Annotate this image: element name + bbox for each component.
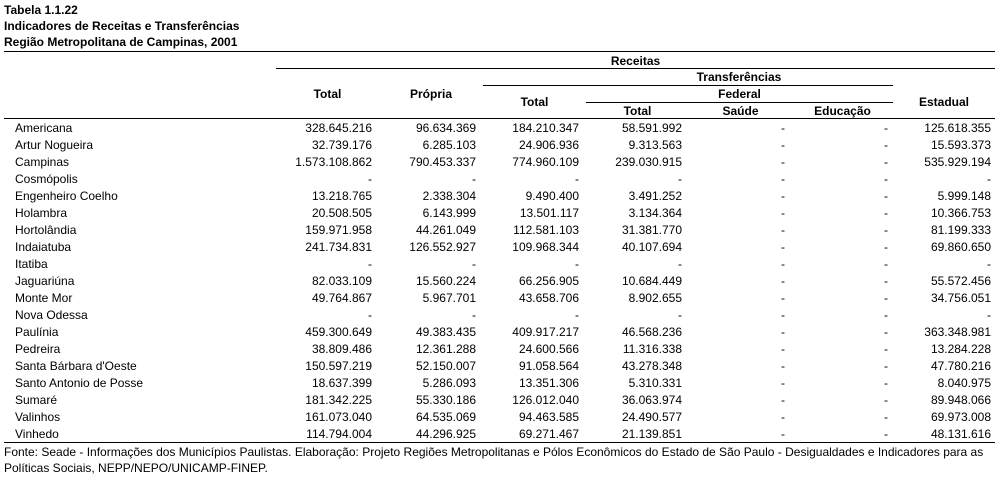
cell-total: -: [368, 172, 372, 186]
cell-educacao: -: [884, 189, 888, 203]
municipality-name: Pedreira: [15, 342, 61, 356]
cell-educacao: -: [884, 172, 888, 186]
cell-estadual: 15.593.373: [930, 138, 991, 152]
cell-saude: -: [781, 376, 785, 390]
cell-transf-total: 13.351.306: [518, 376, 579, 390]
cell-saude: -: [781, 223, 785, 237]
cell-propria: -: [472, 172, 476, 186]
cell-educacao: -: [884, 308, 888, 322]
cell-saude: -: [781, 172, 785, 186]
cell-estadual: 55.572.456: [930, 274, 991, 288]
table-number: Tabela 1.1.22: [4, 3, 78, 17]
cell-estadual: 81.199.333: [930, 223, 991, 237]
cell-estadual: 5.999.148: [937, 189, 991, 203]
cell-transf-total: 409.917.217: [512, 325, 579, 339]
cell-educacao: -: [884, 206, 888, 220]
table-row: [0, 154, 997, 171]
top-rule: [4, 51, 995, 52]
cell-federal-total: 40.107.694: [621, 240, 682, 254]
cell-saude: -: [781, 240, 785, 254]
cell-total: 1.573.108.862: [295, 155, 372, 169]
header-receitas: Receitas: [610, 54, 661, 68]
table-row: [0, 409, 997, 426]
municipality-name: Santo Antonio de Posse: [15, 376, 144, 390]
cell-federal-total: 11.316.338: [622, 342, 682, 356]
table-row: [0, 341, 997, 358]
cell-transf-total: 24.906.936: [518, 138, 579, 152]
cell-saude: -: [781, 206, 785, 220]
cell-transf-total: 184.210.347: [512, 121, 579, 135]
cell-educacao: -: [884, 155, 888, 169]
cell-transf-total: -: [575, 257, 579, 271]
cell-educacao: -: [884, 376, 888, 390]
cell-estadual: 535.929.194: [924, 155, 991, 169]
cell-saude: -: [781, 427, 785, 441]
cell-propria: 96.634.369: [415, 121, 476, 135]
table-title: Indicadores de Receitas e Transferências: [4, 19, 240, 33]
cell-educacao: -: [884, 291, 888, 305]
cell-total: 13.218.765: [311, 189, 372, 203]
cell-federal-total: -: [678, 172, 682, 186]
cell-total: 20.508.505: [311, 206, 372, 220]
cell-estadual: 13.284.228: [930, 342, 991, 356]
cell-estadual: 48.131.616: [930, 427, 991, 441]
cell-saude: -: [781, 359, 785, 373]
header-transferencias-total: Total: [520, 95, 549, 109]
municipality-name: Hortolândia: [15, 223, 77, 237]
cell-estadual: -: [987, 257, 991, 271]
cell-transf-total: 774.960.109: [512, 155, 579, 169]
cell-saude: -: [781, 257, 785, 271]
cell-transf-total: 94.463.585: [518, 410, 579, 424]
cell-estadual: 89.948.066: [930, 393, 991, 407]
transferencias-rule: [483, 85, 893, 86]
header-federal: Federal: [718, 87, 761, 101]
cell-transf-total: 91.058.564: [518, 359, 579, 373]
cell-total: 161.073.040: [305, 410, 372, 424]
cell-total: 82.033.109: [311, 274, 372, 288]
cell-transf-total: 126.012.040: [512, 393, 579, 407]
cell-estadual: 47.780.216: [930, 359, 991, 373]
cell-total: 241.734.831: [305, 240, 372, 254]
cell-estadual: 8.040.975: [937, 376, 991, 390]
municipality-name: Valinhos: [15, 410, 61, 424]
cell-propria: 49.383.435: [415, 325, 476, 339]
receitas-rule: [276, 68, 995, 69]
header-propria: Própria: [409, 87, 452, 101]
cell-propria: 12.361.288: [415, 342, 476, 356]
cell-total: 18.637.399: [311, 376, 372, 390]
cell-total: 38.809.486: [311, 342, 372, 356]
cell-saude: -: [781, 308, 785, 322]
cell-federal-total: 3.134.364: [628, 206, 682, 220]
cell-federal-total: 5.310.331: [628, 376, 682, 390]
cell-transf-total: -: [575, 308, 579, 322]
table-row: [0, 120, 997, 137]
cell-educacao: -: [884, 274, 888, 288]
cell-estadual: 10.366.753: [930, 206, 991, 220]
municipality-name: Monte Mor: [15, 291, 73, 305]
table-row: [0, 273, 997, 290]
table-row: [0, 426, 997, 443]
cell-saude: -: [781, 138, 785, 152]
cell-transf-total: 43.658.706: [518, 291, 579, 305]
table-row: [0, 375, 997, 392]
cell-propria: 790.453.337: [409, 155, 476, 169]
cell-federal-total: 21.139.851: [621, 427, 682, 441]
municipality-name: Americana: [15, 121, 73, 135]
cell-propria: 2.338.304: [422, 189, 476, 203]
header-transferencias: Transferências: [696, 70, 782, 84]
table-row: [0, 256, 997, 273]
cell-saude: -: [781, 410, 785, 424]
cell-transf-total: 13.501.117: [519, 206, 579, 220]
cell-federal-total: 24.490.577: [621, 410, 682, 424]
table-subtitle: Região Metropolitana de Campinas, 2001: [4, 35, 238, 49]
municipality-name: Vinhedo: [15, 427, 59, 441]
cell-transf-total: -: [575, 172, 579, 186]
cell-propria: 55.330.186: [415, 393, 476, 407]
municipality-name: Cosmópolis: [15, 172, 78, 186]
table-row: [0, 205, 997, 222]
header-estadual: Estadual: [918, 95, 969, 109]
cell-educacao: -: [884, 359, 888, 373]
cell-estadual: 125.618.355: [924, 121, 991, 135]
cell-estadual: 69.973.008: [930, 410, 991, 424]
table-row: [0, 239, 997, 256]
cell-propria: 52.150.007: [415, 359, 476, 373]
cell-educacao: -: [884, 342, 888, 356]
cell-educacao: -: [884, 121, 888, 135]
cell-saude: -: [781, 121, 785, 135]
cell-total: -: [368, 257, 372, 271]
source-note: Fonte: Seade - Informações dos Municípios Paulistas. Elaboração: Projeto Regiões Metropolitanas e Pólos Econômicos do Estado de São Paulo - Desigualdades e Indicadores para as Políticas Sociais, NEPP/NEPO/UNICAMP-FINEP.: [4, 445, 984, 475]
cell-transf-total: 9.490.400: [525, 189, 579, 203]
cell-saude: -: [781, 155, 785, 169]
cell-federal-total: 3.491.252: [628, 189, 682, 203]
cell-estadual: -: [987, 172, 991, 186]
cell-total: 159.971.958: [305, 223, 372, 237]
municipality-name: Artur Nogueira: [15, 138, 94, 152]
cell-educacao: -: [884, 240, 888, 254]
cell-educacao: -: [884, 138, 888, 152]
municipality-name: Campinas: [15, 155, 70, 169]
municipality-name: Jaguariúna: [15, 274, 75, 288]
cell-federal-total: 46.568.236: [621, 325, 682, 339]
cell-federal-total: 36.063.974: [621, 393, 682, 407]
cell-federal-total: 58.591.992: [621, 121, 682, 135]
municipality-name: Indaiatuba: [15, 240, 72, 254]
cell-educacao: -: [884, 393, 888, 407]
table-title-block: [4, 2, 239, 50]
cell-propria: -: [472, 308, 476, 322]
cell-propria: 5.286.093: [422, 376, 476, 390]
header-total: Total: [313, 87, 342, 101]
table-row: [0, 222, 997, 239]
cell-estadual: 363.348.981: [924, 325, 991, 339]
header-bottom-rule: [4, 118, 995, 119]
header-saude: Saúde: [722, 104, 759, 118]
cell-transf-total: 24.600.566: [518, 342, 579, 356]
cell-propria: 126.552.927: [409, 240, 476, 254]
cell-federal-total: 8.902.655: [628, 291, 682, 305]
cell-total: 114.794.004: [306, 427, 372, 441]
table-row: [0, 307, 997, 324]
cell-federal-total: -: [678, 308, 682, 322]
cell-transf-total: 112.581.103: [513, 223, 579, 237]
cell-educacao: -: [884, 427, 888, 441]
cell-total: 328.645.216: [305, 121, 372, 135]
cell-educacao: -: [884, 223, 888, 237]
header-educacao: Educação: [814, 104, 871, 118]
municipality-name: Nova Odessa: [15, 308, 88, 322]
cell-total: 150.597.219: [305, 359, 372, 373]
federal-rule: [586, 102, 893, 103]
cell-estadual: -: [987, 308, 991, 322]
cell-total: -: [368, 308, 372, 322]
municipality-name: Engenheiro Coelho: [15, 189, 118, 203]
cell-propria: 6.285.103: [422, 138, 476, 152]
cell-propria: 15.560.224: [415, 274, 476, 288]
cell-saude: -: [781, 291, 785, 305]
table-row: [0, 392, 997, 409]
cell-propria: -: [472, 257, 476, 271]
municipality-name: Holambra: [15, 206, 68, 220]
cell-propria: 44.261.049: [415, 223, 476, 237]
cell-total: 459.300.649: [305, 325, 372, 339]
cell-educacao: -: [884, 325, 888, 339]
cell-saude: -: [781, 189, 785, 203]
cell-federal-total: 10.684.449: [621, 274, 682, 288]
cell-total: 49.764.867: [311, 291, 372, 305]
cell-propria: 5.967.701: [422, 291, 476, 305]
municipality-name: Paulínia: [15, 325, 59, 339]
cell-federal-total: 239.030.915: [615, 155, 682, 169]
cell-saude: -: [781, 342, 785, 356]
table-row: [0, 290, 997, 307]
municipality-name: Itatiba: [15, 257, 48, 271]
cell-federal-total: 9.313.563: [628, 138, 682, 152]
cell-transf-total: 109.968.344: [512, 240, 579, 254]
cell-estadual: 34.756.051: [930, 291, 991, 305]
cell-transf-total: 69.271.467: [518, 427, 579, 441]
table-row: [0, 171, 997, 188]
cell-estadual: 69.860.650: [930, 240, 991, 254]
cell-saude: -: [781, 393, 785, 407]
cell-federal-total: 43.278.348: [621, 359, 682, 373]
cell-educacao: -: [884, 257, 888, 271]
cell-transf-total: 66.256.905: [518, 274, 579, 288]
header-federal-total: Total: [623, 104, 652, 118]
municipality-name: Sumaré: [15, 393, 58, 407]
cell-propria: 64.535.069: [415, 410, 476, 424]
cell-federal-total: -: [678, 257, 682, 271]
table-row: [0, 137, 997, 154]
table-row: [0, 188, 997, 205]
cell-saude: -: [781, 274, 785, 288]
cell-propria: 44.296.925: [415, 427, 476, 441]
municipality-name: Santa Bárbara d'Oeste: [15, 359, 137, 373]
cell-federal-total: 31.381.770: [621, 223, 682, 237]
cell-saude: -: [781, 325, 785, 339]
cell-propria: 6.143.999: [422, 206, 476, 220]
cell-total: 32.739.176: [311, 138, 372, 152]
cell-educacao: -: [884, 410, 888, 424]
cell-total: 181.342.225: [305, 393, 372, 407]
table-row: [0, 358, 997, 375]
table-row: [0, 324, 997, 341]
